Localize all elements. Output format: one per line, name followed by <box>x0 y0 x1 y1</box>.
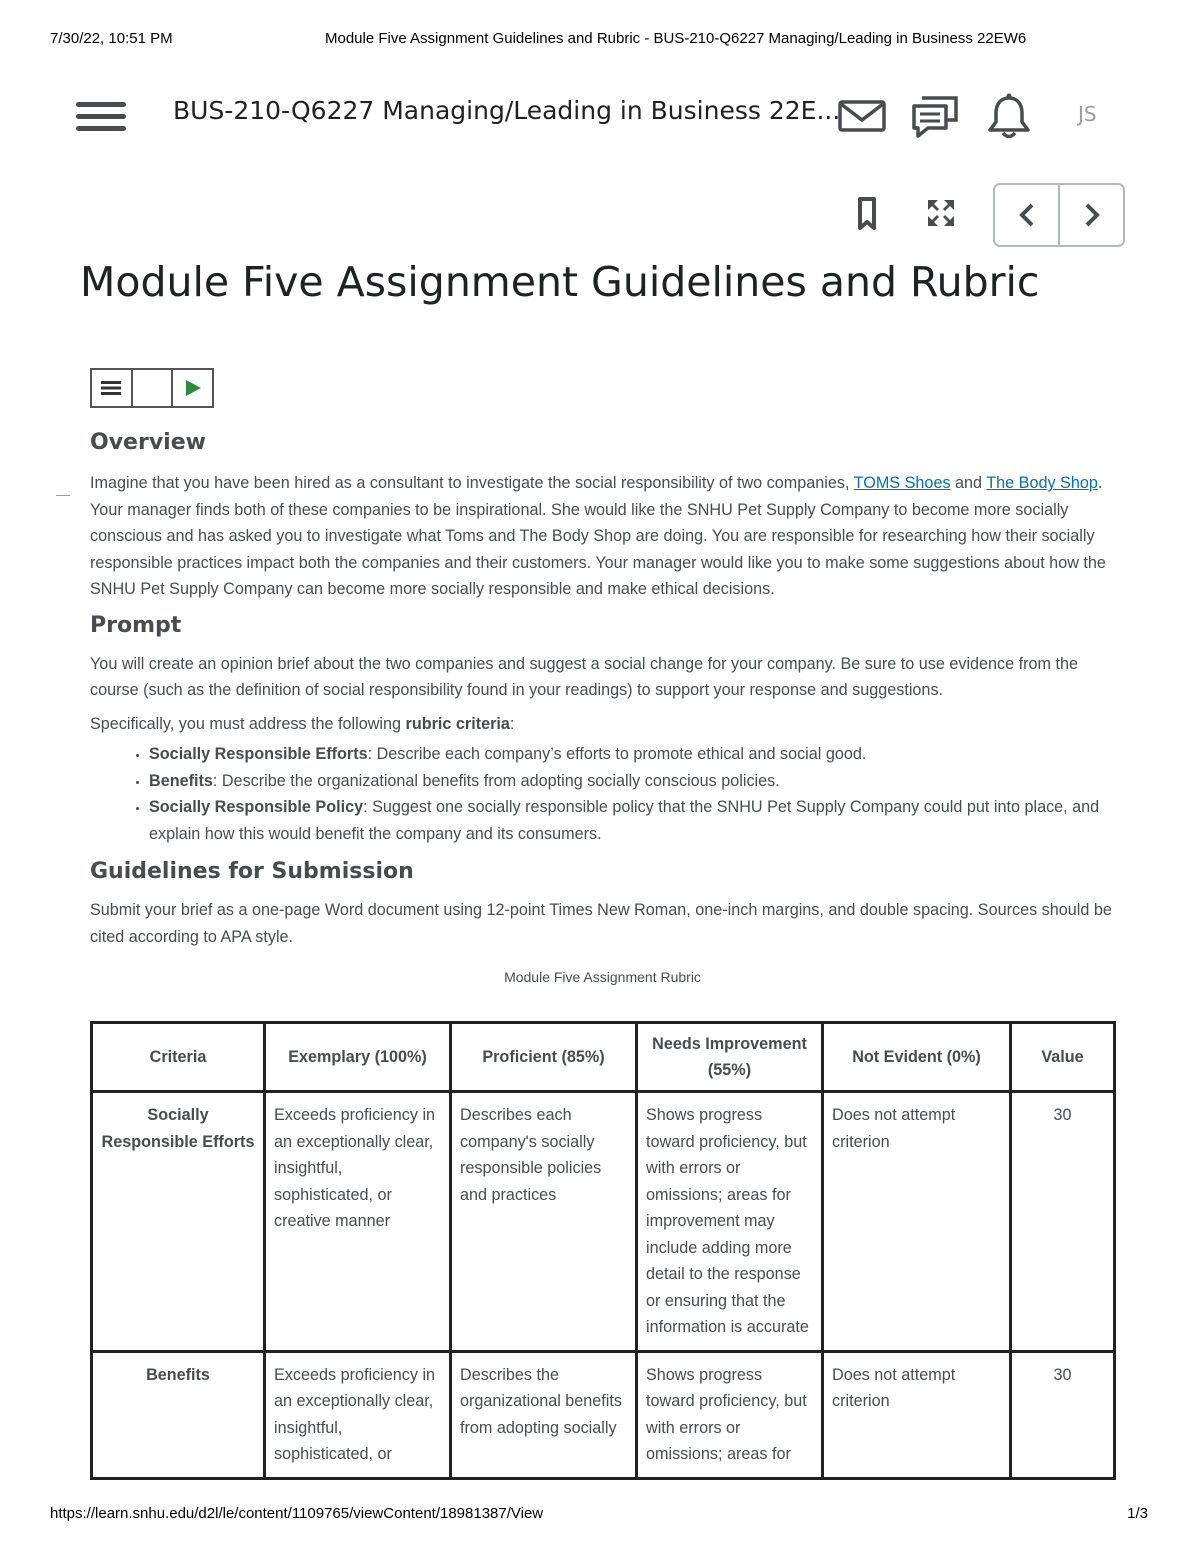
not-evident-cell: Does not attempt criterion <box>823 1092 1011 1352</box>
prompt-criteria-colon: : <box>509 714 515 733</box>
column-header: Proficient (85%) <box>451 1023 637 1092</box>
prompt-criteria-intro <box>90 711 1115 738</box>
chevron-left-icon <box>1019 203 1035 227</box>
topic-navigation <box>993 183 1125 247</box>
exemplary-cell: Exceeds proficiency in an exceptionally clear, insightful, sophisticated, or <box>265 1351 451 1478</box>
content-mini-toolbar <box>90 368 214 408</box>
print-date: 7/30/22, 10:51 PM <box>50 30 173 47</box>
toms-shoes-link[interactable]: TOMS Shoes <box>853 474 951 492</box>
value-cell: 30 <box>1011 1351 1115 1478</box>
bell-icon[interactable] <box>986 92 1032 140</box>
proficient-cell: Describes each company's socially responsible policies and practices <box>451 1092 637 1352</box>
criteria-term: Socially Responsible Efforts <box>149 745 368 763</box>
fullscreen-icon[interactable] <box>926 198 956 233</box>
menu-icon[interactable] <box>76 102 126 134</box>
exemplary-cell: Exceeds proficiency in an exceptionally clear, insightful, sophisticated, or creative manner <box>265 1092 451 1352</box>
overview-heading: Overview <box>90 430 206 455</box>
overview-and: and <box>950 474 987 492</box>
criteria-term: Socially Responsible Policy <box>149 798 364 816</box>
guidelines-paragraph: Submit your brief as a one-page Word document using 12-point Times New Roman, one-inch margins, and double spacing. Sources should be cited according to APA style. <box>90 901 1112 946</box>
play-button[interactable] <box>171 370 212 406</box>
side-marker <box>56 495 70 496</box>
print-url: https://learn.snhu.edu/d2l/le/content/1109765/viewContent/18981387/View <box>50 1505 544 1522</box>
criteria-desc: : Describe the organizational benefits from adopting socially conscious policies. <box>212 771 780 790</box>
criteria-desc: : Suggest one socially responsible policy that the SNHU Pet Supply Company could put into place, and explain how this would benefit the company and its consumers. <box>149 798 1100 843</box>
table-of-contents-button[interactable] <box>92 370 131 406</box>
proficient-cell: Describes the organizational benefits from adopting socially <box>451 1351 637 1478</box>
column-header: Exemplary (100%) <box>265 1023 451 1092</box>
list-icon <box>101 380 121 396</box>
criteria-term: Benefits <box>149 771 213 790</box>
rubric-caption: Module Five Assignment Rubric <box>504 969 701 985</box>
prompt-paragraph: You will create an opinion brief about the two companies and suggest a social change for your company. Be sure to use evidence from the course (such as the definition of social responsibility found in your readings) to support your response and suggestions. <box>90 654 1079 699</box>
bookmark-icon[interactable] <box>855 197 879 236</box>
play-icon <box>184 379 202 397</box>
not-evident-cell: Does not attempt criterion <box>823 1351 1011 1478</box>
needs-improvement-cell: Shows progress toward proficiency, but with errors or omissions; areas for <box>637 1351 823 1478</box>
criteria-cell: Benefits <box>92 1351 265 1478</box>
blank-toolbar-button[interactable] <box>131 370 172 406</box>
overview-intro: Imagine that you have been hired as a consultant to investigate the social responsibility of two companies, <box>90 474 854 492</box>
list-item <box>149 768 1115 795</box>
column-header: Needs Improvement (55%) <box>637 1023 823 1092</box>
chevron-right-icon <box>1084 203 1100 227</box>
overview-paragraph <box>90 470 1115 603</box>
page-title: Module Five Assignment Guidelines and Rubric <box>80 258 1040 306</box>
prompt-criteria-lead: Specifically, you must address the following <box>90 714 406 733</box>
next-topic-button[interactable] <box>1058 185 1123 245</box>
guidelines-heading: Guidelines for Submission <box>90 859 414 884</box>
criteria-list <box>90 741 1115 847</box>
value-cell: 30 <box>1011 1092 1115 1352</box>
discussions-icon[interactable] <box>910 92 960 140</box>
list-item <box>149 794 1115 847</box>
column-header: Criteria <box>92 1023 265 1092</box>
table-row <box>92 1351 1115 1478</box>
overview-rest: . Your manager finds both of these companies to be inspirational. She would like the SNHU Pet Supply Company to become more socially conscious and has asked you to investigate what Toms and The Body Shop are doing. You are responsible for researching how their socially responsible practices impact both the companies and their customers. Your manager would like you to make some suggestions about how the SNHU Pet Supply Company can become more socially responsible and make ethical decisions. <box>90 474 1106 598</box>
previous-topic-button[interactable] <box>995 185 1058 245</box>
print-page-number: 1/3 <box>1127 1505 1148 1522</box>
print-page-title: Module Five Assignment Guidelines and Rubric - BUS-210-Q6227 Managing/Leading in Business 22EW6 <box>325 30 1027 47</box>
navbar <box>0 80 1200 155</box>
needs-improvement-cell: Shows progress toward proficiency, but with errors or omissions; areas for improvement may include adding more detail to the response or ensuring that the information is accurate <box>637 1092 823 1352</box>
print-footer <box>0 1505 1200 1525</box>
prompt-criteria-bold: rubric criteria <box>405 714 510 733</box>
column-header: Value <box>1011 1023 1115 1092</box>
user-avatar[interactable]: JS <box>1078 102 1097 126</box>
body-shop-link[interactable]: The Body Shop <box>986 474 1098 492</box>
criteria-cell: Socially Responsible Efforts <box>92 1092 265 1352</box>
criteria-desc: : Describe each company’s efforts to promote ethical and social good. <box>367 745 867 763</box>
list-item <box>149 741 1115 768</box>
course-title[interactable]: BUS-210-Q6227 Managing/Leading in Business 22E... <box>173 96 841 125</box>
mail-icon[interactable] <box>838 100 886 132</box>
rubric-table <box>90 1021 1116 1480</box>
column-header: Not Evident (0%) <box>823 1023 1011 1092</box>
table-row <box>92 1092 1115 1352</box>
content-body <box>90 428 1115 991</box>
prompt-heading: Prompt <box>90 612 182 638</box>
print-header <box>0 30 1200 50</box>
table-header-row <box>92 1023 1115 1092</box>
